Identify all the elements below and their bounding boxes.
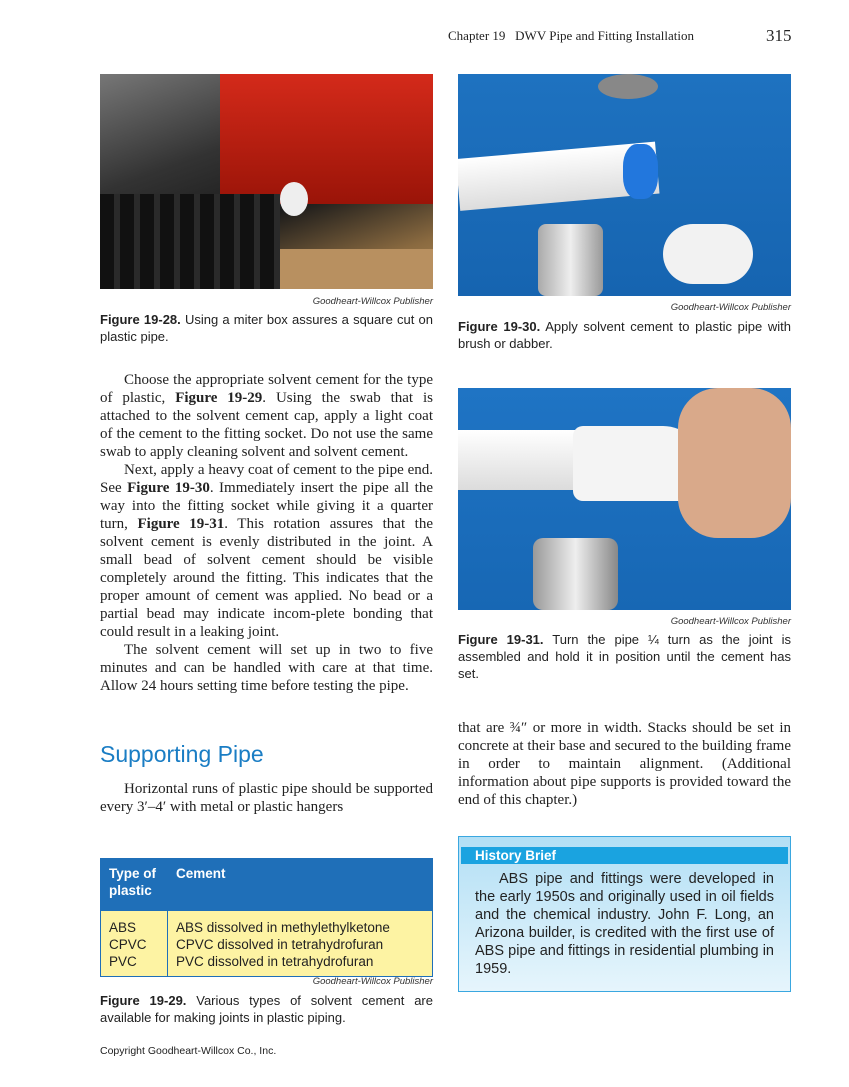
cement-cell: ABS dissolved in methylethylketone CPVC dissolved in tetrahydrofuran PVC dissolved in tetrahydrofuran — [168, 911, 433, 977]
paragraph: Horizontal runs of plastic pipe should be supported every 3′–4′ with metal or plastic hangers — [100, 781, 433, 815]
figure-19-31-photo — [458, 388, 791, 610]
section-heading: Supporting Pipe — [100, 741, 264, 767]
chapter-number: Chapter 19 — [448, 28, 506, 43]
body-text-right — [458, 719, 791, 809]
figure-19-31-caption: Figure 19-31. Turn the pipe ¼ turn as the joint is assembled and hold it in position until the cement has set. — [458, 632, 791, 681]
table-row — [101, 911, 433, 977]
paragraph: The solvent cement will set up in two to five minutes and can be handled with care at that time. Allow 24 hours setting time before testing the pipe. — [100, 642, 433, 694]
solvent-cement-table — [100, 858, 433, 977]
history-brief-text: ABS pipe and fittings were developed in the early 1950s and originally used in oil fields and the chemical industry. John F. Long, an Arizona builder, is credited with the first use of ABS pipe and fittings in residential plumbing in 1959. — [475, 871, 774, 977]
body-text-left-2 — [100, 780, 433, 816]
copyright-footer: Copyright Goodheart-Willcox Co., Inc. — [100, 1045, 277, 1057]
running-header — [448, 28, 694, 44]
figure-19-28-photo — [100, 74, 433, 289]
history-brief-title: History Brief — [461, 847, 788, 864]
figure-19-31-credit: Goodheart-Willcox Publisher — [670, 616, 791, 627]
history-brief-box — [458, 836, 791, 992]
figure-19-29-credit: Goodheart-Willcox Publisher — [312, 976, 433, 987]
figure-reference: Figure 19-30 — [127, 480, 210, 496]
figure-19-30-credit: Goodheart-Willcox Publisher — [670, 302, 791, 313]
column-header: Type of plastic — [101, 859, 168, 912]
figure-reference: Figure 19-31 — [137, 516, 225, 532]
paragraph: Choose the appropriate solvent cement for the type of plastic, Figure 19-29. Using the swab that is attached to the solvent cement cap, apply a light coat of the cement to the fitting socket. Do not use the same swab to apply cleaning solvent and solvent cement. — [100, 372, 433, 460]
figure-19-30-photo — [458, 74, 791, 296]
plastic-types-cell: ABS CPVC PVC — [101, 911, 168, 977]
page-number: 315 — [766, 26, 792, 45]
figure-19-30-caption: Figure 19-30. Apply solvent cement to plastic pipe with brush or dabber. — [458, 319, 791, 351]
body-text-left — [100, 371, 433, 695]
paragraph: Next, apply a heavy coat of cement to the pipe end. See Figure 19-30. Immediately insert the pipe all the way into the fitting socket while giving it a quarter turn, Figure 19-31. This rotation assures that the solvent cement is evenly distributed in the joint. A small bead of solvent cement should be visible completely around the fitting. This indicates that the proper amount of cement was applied. No bead or a partial bead may indicate incom-plete bonding that could result in a leaking joint. — [100, 462, 433, 640]
column-header: Cement — [168, 859, 433, 912]
figure-19-29-caption: Figure 19-29. Various types of solvent cement are available for making joints in plastic piping. — [100, 993, 433, 1025]
figure-reference: Figure 19-29 — [175, 390, 263, 406]
figure-19-28-credit: Goodheart-Willcox Publisher — [312, 296, 433, 307]
figure-19-28-caption: Figure 19-28. Using a miter box assures a square cut on plastic pipe. — [100, 312, 433, 344]
paragraph: that are ¾″ or more in width. Stacks should be set in concrete at their base and secured to the building frame in order to maintain alignment. (Additional information about pipe supports is provided toward the end of this chapter.) — [458, 720, 791, 808]
chapter-title: DWV Pipe and Fitting Installation — [515, 28, 695, 43]
